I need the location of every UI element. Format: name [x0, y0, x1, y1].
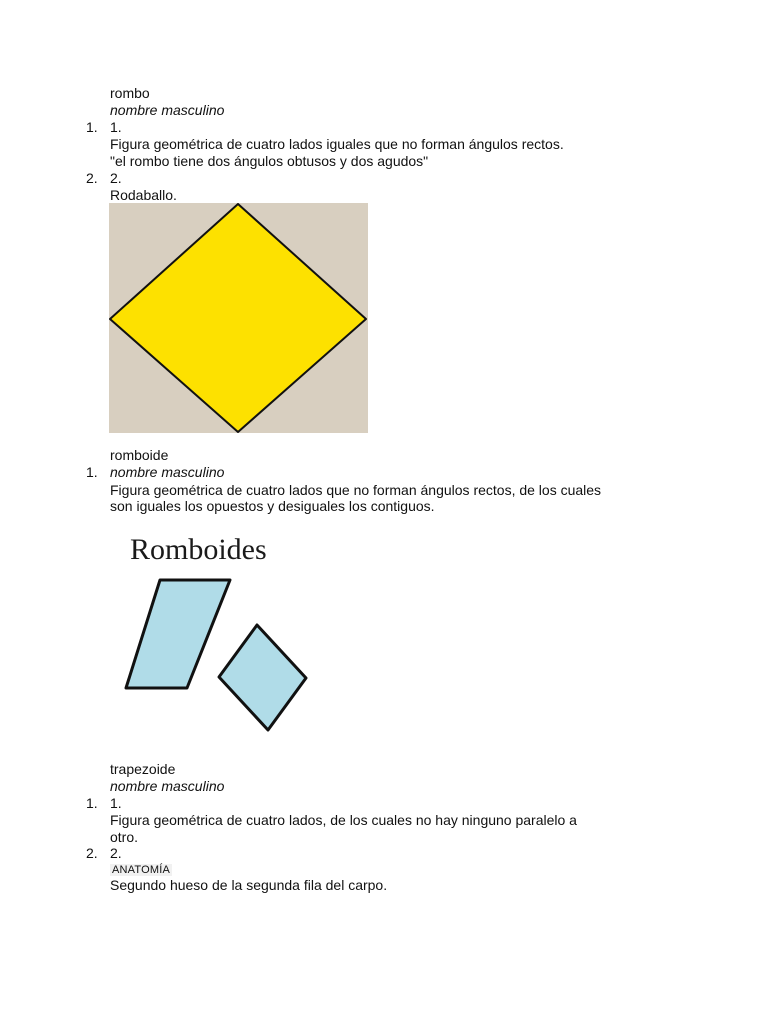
sense-number-rombo-2: 2. — [110, 170, 122, 186]
example-rombo-1: "el rombo tiene dos ángulos obtusos y dos agudos" — [110, 153, 429, 169]
list-marker-rombo-2: 2. — [86, 170, 98, 186]
domain-tag-anatomia: ANATOMÍA — [112, 864, 171, 876]
parallelogram-shape — [126, 580, 230, 688]
rombo-image — [109, 203, 368, 433]
gender-rombo: nombre masculino — [110, 102, 225, 118]
headword-trapezoide: trapezoide — [110, 761, 176, 777]
sense-number-trapezoide-2: 2. — [110, 845, 122, 861]
list-marker-trapezoide-1: 1. — [86, 795, 98, 811]
list-marker-romboide-1: 1. — [86, 464, 98, 480]
definition-rombo-1: Figura geométrica de cuatro lados iguales que no forman ángulos rectos. — [110, 136, 564, 152]
list-marker-rombo-1: 1. — [86, 119, 98, 135]
headword-romboide: romboide — [110, 447, 169, 463]
sense-number-rombo-1: 1. — [110, 119, 122, 135]
definition-trapezoide-2: Segundo hueso de la segunda fila del carpo. — [110, 877, 388, 893]
list-marker-trapezoide-2: 2. — [86, 845, 98, 861]
definition-romboide-line1: Figura geométrica de cuatro lados que no forman ángulos rectos, de los cuales — [110, 482, 602, 498]
definition-trapezoide-1-line2: otro. — [110, 829, 139, 845]
romboides-image — [110, 570, 320, 740]
gender-romboide: nombre masculino — [110, 464, 225, 480]
rhomboid-shape — [219, 625, 306, 730]
definition-trapezoide-1-line1: Figura geométrica de cuatro lados, de los cuales no hay ninguno paralelo a — [110, 812, 577, 828]
sense-number-trapezoide-1: 1. — [110, 795, 122, 811]
definition-romboide-line2: son iguales los opuestos y desiguales los contiguos. — [110, 498, 435, 514]
headword-rombo: rombo — [110, 85, 150, 101]
romboides-image-title: Romboides — [130, 533, 267, 566]
definition-rombo-2: Rodaballo. — [110, 187, 177, 203]
gender-trapezoide: nombre masculino — [110, 778, 225, 794]
